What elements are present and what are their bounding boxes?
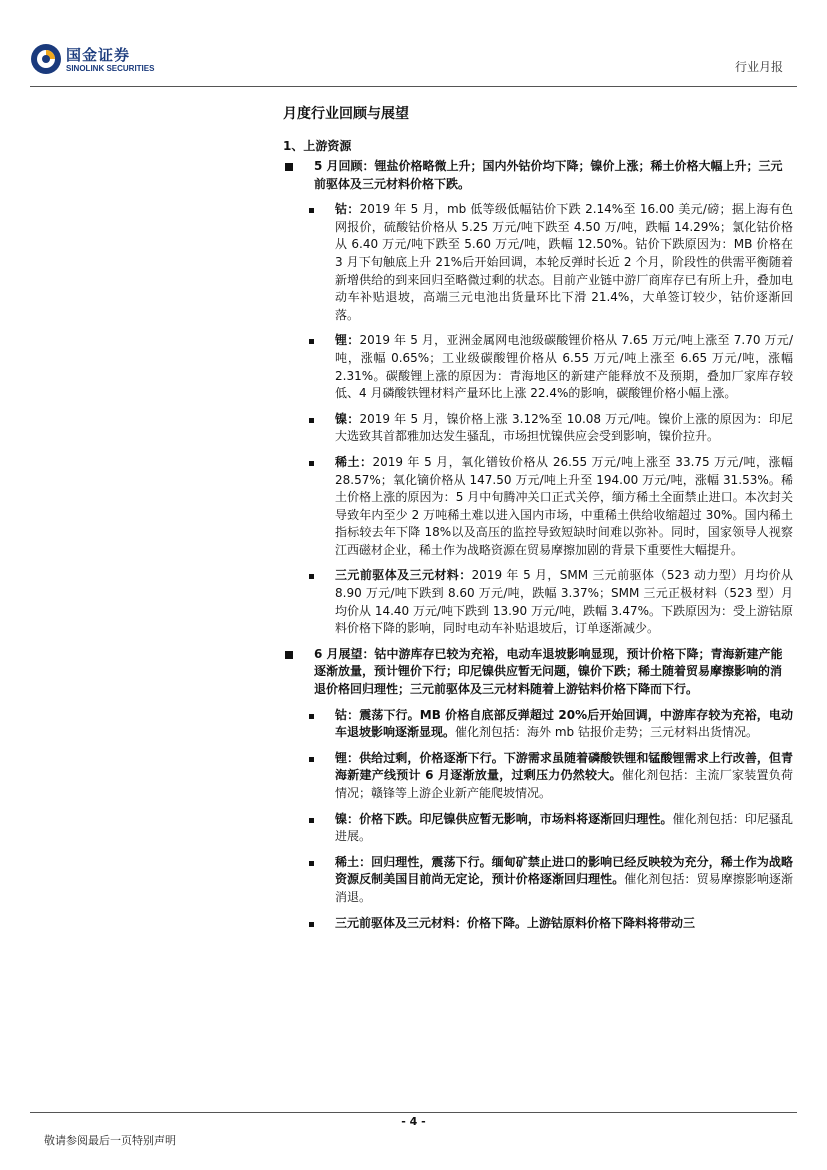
review-item-cobalt — [283, 201, 793, 324]
outlook-item-catalysts: 催化剂包括：主流厂家装置负荷情况；赣锋等上游企业新产能爬坡情况。 — [335, 768, 793, 800]
outlook-item-summary: 三元前驱体及三元材料：价格下降。上游钴原料价格下降料将带动三 — [335, 915, 696, 930]
review-item-ternary — [283, 567, 793, 637]
small-square-bullet-icon — [309, 922, 314, 927]
small-square-bullet-icon — [309, 574, 314, 579]
square-bullet-icon — [285, 651, 293, 659]
review-item-text: 2019 年 5 月，mb 低等级低幅钴价下跌 2.14%至 16.00 美元/磅；据上海有色网报价，硫酸钴价格从 5.25 万元/吨下跌至 4.50 万/吨，跌幅 14.29%；氯化钴价格从 6.40 万元/吨下跌至 5.60 万元/吨，跌幅 12.50%。钴价下跌原因为：MB 价格在 3 月下旬触底上升 21%后开始回调，本轮反弹时长近 2 个月，阶段性的供需平衡随着新增供给的到来回归至略微过剩的状态。目前产业链中游厂商库存已有所上升，叠加电动车补贴退坡，高端三元电池出货量环比下滑 21.4%，大单签订较少，钴价逐渐回落。 — [335, 202, 793, 322]
review-item-label: 锂： — [335, 333, 360, 348]
june-outlook-heading-text: 6 月展望：钴中游库存已较为充裕，电动车退坡影响显现，预计价格下降；青海新建产能逐渐放量，预计锂价下行；印尼镍供应暂无问题，镍价下跌；稀土随着贸易摩擦影响的消退价格回归理性；三元前驱体及三元材料随着上游钴料价格下降而下行。 — [314, 646, 783, 697]
outlook-item-cobalt — [283, 707, 793, 742]
review-item-text: 2019 年 5 月，SMM 三元前驱体（523 动力型）月均价从 8.90 万元/吨下跌到 8.60 万元/吨，跌幅 3.37%；SMM 三元正极材料（523 型）月均价从 14.40 万元/吨下跌到 13.90 万元/吨，跌幅 3.47%。下跌原因为：受上游钴原料价格下降的影响，同时电动车补贴退坡后，订单逐渐减少。 — [335, 568, 793, 636]
outlook-item-nickel — [283, 811, 793, 846]
report-type-label: 行业月报 — [734, 60, 783, 74]
page-number: - 4 - — [401, 1115, 426, 1128]
review-item-label: 镍： — [335, 411, 360, 426]
review-item-label: 稀土： — [335, 454, 373, 469]
review-item-text: 2019 年 5 月，镍价格上涨 3.12%至 10.08 万元/吨。镍价上涨的原因为：印尼大选致其首都雅加达发生骚乱，市场担忧镍供应会受到影响，镍价拉升。 — [335, 411, 793, 444]
may-review-heading-text: 5 月回顾：锂盐价格略微上升；国内外钴价均下降；镍价上涨；稀土价格大幅上升；三元前驱体及三元材料价格下跌。 — [314, 159, 783, 191]
review-item-text: 2019 年 5 月，氧化镨钕价格从 26.55 万元/吨上涨至 33.75 万元/吨，涨幅 28.57%；氧化镝价格从 147.50 万元/吨上升至 194.00 万元/吨，涨幅 31.53%。稀土价格上涨的原因为：5 月中旬腾冲关口正式关停，缅方稀土全面禁止进口。本次封关导致年内至少 2 万吨稀土难以进入国内市场，中重稀土供给收缩超过 30%。国内稀土指标较去年下降 18%以及高压的监控导致短缺时间难以弥补。同时，国家领导人视察江西磁材企业，稀土作为战略资源在贸易摩擦加剧的背景下重要性大幅提升。 — [335, 454, 793, 557]
review-item-rare-earth — [283, 454, 793, 560]
outlook-item-catalysts: 催化剂包括：海外 mb 钴报价走势；三元材料出货情况。 — [455, 725, 758, 740]
page-header — [0, 0, 827, 90]
section-title: 月度行业回顾与展望 — [283, 106, 409, 122]
outlook-item-summary: 稀土：回归理性，震荡下行。缅甸矿禁止进口的影响已经反映较为充分，稀土作为战略资源反制美国目前尚无定论，预计价格逐渐回归理性。 — [335, 854, 793, 887]
logo-text-en: SINOLINK SECURITIES — [66, 64, 155, 73]
outlook-item-summary: 镍：价格下跌。印尼镍供应暂无影响，市场料将逐渐回归理性。 — [335, 811, 673, 826]
small-square-bullet-icon — [309, 208, 314, 213]
company-logo — [30, 43, 200, 83]
small-square-bullet-icon — [309, 461, 314, 466]
may-review-heading — [283, 158, 793, 193]
sinolink-logo-icon — [30, 43, 62, 75]
outlook-item-lithium — [283, 750, 793, 803]
footer-divider — [30, 1112, 797, 1113]
review-item-nickel — [283, 411, 793, 446]
outlook-item-rare-earth — [283, 854, 793, 907]
review-item-label: 钴： — [335, 202, 360, 217]
header-divider — [30, 86, 797, 87]
outlook-item-catalysts: 催化剂包括：贸易摩擦影响逐渐消退。 — [335, 872, 793, 904]
logo-text-cn: 国金证券 — [66, 46, 131, 64]
review-item-label: 三元前驱体及三元材料： — [335, 568, 472, 583]
june-outlook-heading — [283, 646, 793, 699]
outlook-item-catalysts: 催化剂包括：印尼骚乱进展。 — [335, 811, 793, 844]
small-square-bullet-icon — [309, 757, 314, 762]
outlook-item-ternary — [283, 915, 793, 933]
small-square-bullet-icon — [309, 818, 314, 823]
disclaimer-note: 敬请参阅最后一页特别声明 — [44, 1134, 176, 1147]
subsection-title: 1、上游资源 — [283, 139, 352, 153]
small-square-bullet-icon — [309, 339, 314, 344]
outlook-item-summary: 锂：供给过剩，价格逐渐下行。下游需求虽随着磷酸铁锂和锰酸锂需求上行改善，但青海新建产线预计 6 月逐渐放量，过剩压力仍然较大。 — [335, 750, 793, 783]
review-item-lithium — [283, 332, 793, 402]
small-square-bullet-icon — [309, 714, 314, 719]
report-body — [283, 158, 793, 941]
outlook-item-summary: 钴：震荡下行。MB 价格自底部反弹超过 20%后开始回调，中游库存较为充裕，电动车退坡影响逐渐显现。 — [335, 707, 793, 740]
small-square-bullet-icon — [309, 418, 314, 423]
review-item-text: 2019 年 5 月，亚洲金属网电池级碳酸锂价格从 7.65 万元/吨上涨至 7.70 万元/吨，涨幅 0.65%；工业级碳酸锂价格从 6.55 万元/吨上涨至 6.65 万元/吨，涨幅 2.31%。碳酸锂上涨的原因为：青海地区的新建产能释放不及预期，叠加厂家库存较低、4 月磷酸铁锂材料产量环比上涨 22.4%的影响，碳酸锂价格小幅上涨。 — [335, 333, 793, 401]
square-bullet-icon — [285, 163, 293, 171]
small-square-bullet-icon — [309, 861, 314, 866]
